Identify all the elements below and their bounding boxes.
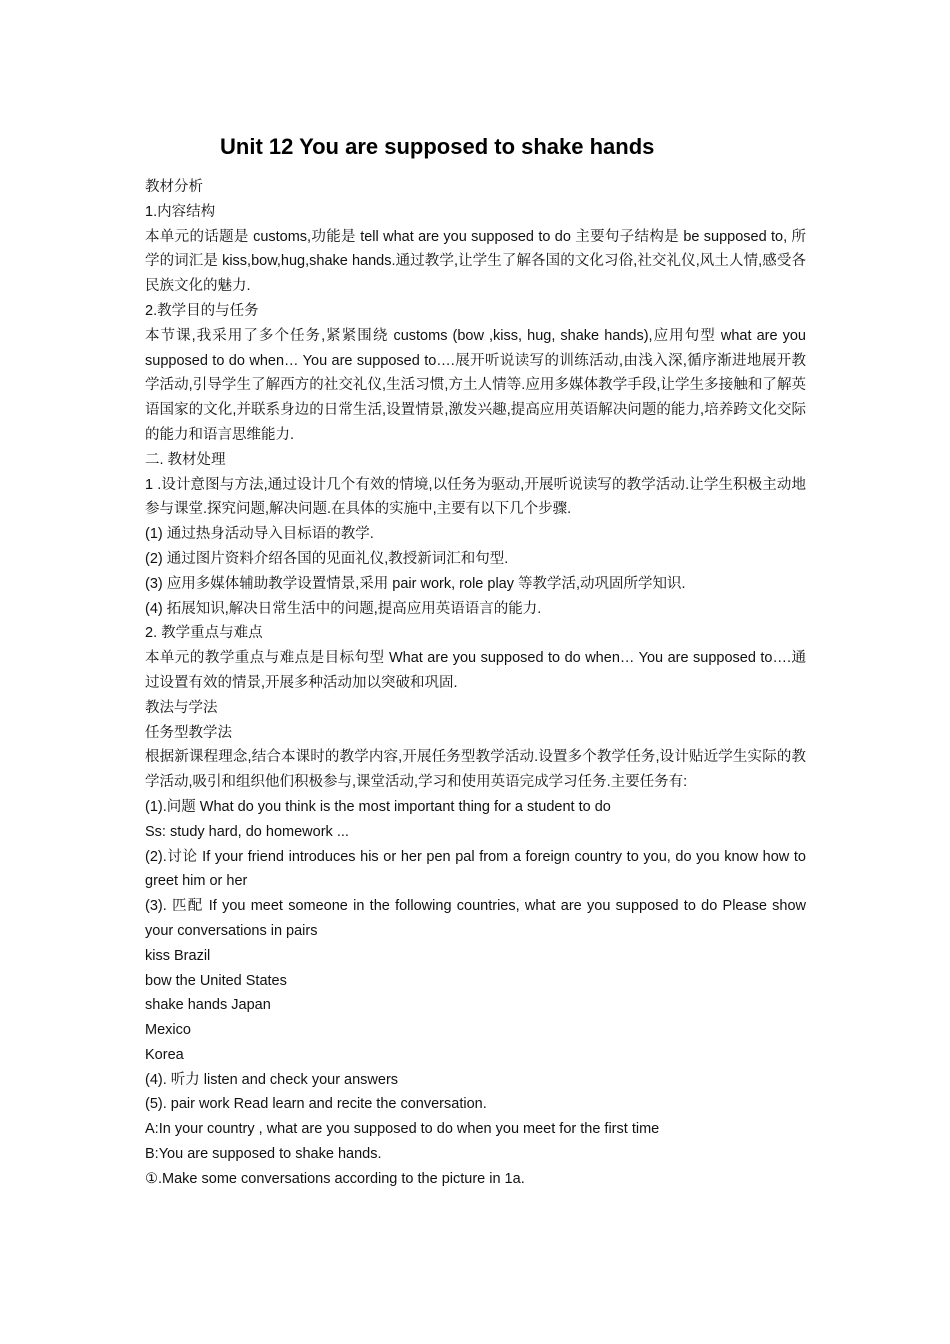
match-item-bow-us: bow the United States xyxy=(145,972,287,989)
dialogue-line-b: B:You are supposed to shake hands. xyxy=(145,1146,382,1163)
list-item-step-4: (4) 拓展知识,解决日常生活中的问题,提高应用英语语言的能力. xyxy=(145,600,542,617)
match-item-kiss-brazil: kiss Brazil xyxy=(145,947,211,964)
document-title: Unit 12 You are supposed to shake hands xyxy=(220,134,655,159)
list-item-step-3: (3) 应用多媒体辅助教学设置情景,采用 pair work, role play 等教学活,动巩固所学知识. xyxy=(145,575,686,592)
heading-textbook-analysis: 教材分析 xyxy=(145,179,203,195)
heading-methods: 教法与学法 xyxy=(145,699,218,716)
match-item-mexico: Mexico xyxy=(145,1022,191,1039)
paragraph-task-based: 根据新课程理念,结合本课时的教学内容,开展任务型教学活动.设置多个教学任务,设计贴近学生实际的教学活动,吸引和组织他们积极参与,课堂活动,学习和使用英语完成学习任务.主要任务有: xyxy=(145,749,806,791)
heading-content-structure: 1.内容结构 xyxy=(145,203,216,220)
task-item-5: (5). pair work Read learn and recite the conversation. xyxy=(145,1096,487,1113)
document-body xyxy=(145,175,806,1192)
list-item-step-1: (1) 通过热身活动导入目标语的教学. xyxy=(145,526,374,543)
heading-task-based-method: 任务型教学法 xyxy=(145,724,232,741)
heading-teaching-goals: 2.教学目的与任务 xyxy=(145,302,259,319)
paragraph-key-points: 本单元的教学重点与难点是目标句型 What are you supposed to do when… You are supposed to….通过设置有效的情景,开展多种活动加以突破和巩固. xyxy=(145,650,806,691)
paragraph-design-intent: 1 .设计意图与方法,通过设计几个有效的情境,以任务为驱动,开展听说读写的教学活动.让学生积极主动地参与课堂.探究问题,解决问题.在具体的实施中,主要有以下几个步骤. xyxy=(145,476,806,518)
task-item-2: (2).讨论 If your friend introduces his or her pen pal from a foreign country to you, do you know how to greet him or her xyxy=(145,848,806,890)
heading-material-processing: 二. 教材处理 xyxy=(145,451,226,468)
task-item-1: (1).问题 What do you think is the most important thing for a student to do xyxy=(145,798,611,815)
dialogue-line-a: A:In your country , what are you supposed to do when you meet for the first time xyxy=(145,1121,660,1138)
match-item-korea: Korea xyxy=(145,1046,184,1063)
task-answer-1: Ss: study hard, do homework ... xyxy=(145,823,349,840)
list-item-step-2: (2) 通过图片资料介绍各国的见面礼仪,教授新词汇和句型. xyxy=(145,550,509,567)
task-item-3: (3). 匹配 If you meet someone in the following countries, what are you supposed to do Please show your conversations in pairs xyxy=(145,898,806,939)
paragraph-unit-topic: 本单元的话题是 customs,功能是 tell what are you supposed to do 主要句子结构是 be supposed to, 所学的词汇是 kiss,bow,hug,shake hands.通过教学,让学生了解各国的文化习俗,社交礼仪,风土人情,感受各民族文化的魅力. xyxy=(145,228,806,295)
paragraph-lesson-tasks: 本节课,我采用了多个任务,紧紧围绕 customs (bow ,kiss, hug, shake hands),应用句型 what are you supposed to do when… You are supposed to….展开听说读写的训练活动,由浅入深,循序渐进地展开教学活动,引导学生了解西方的社交礼仪,生活习惯,方土人情等.应用多媒体教学手段,让学生多接触和了解英语国家的文化,并联系身边的日常生活,设置情景,激发兴趣,提高应用英语解决问题的能力,培养跨文化交际的能力和语言思维能力. xyxy=(145,327,806,443)
heading-key-points: 2. 教学重点与难点 xyxy=(145,625,263,642)
subtask-item-1: ①.Make some conversations according to the picture in 1a. xyxy=(145,1170,525,1187)
task-item-4: (4). 听力 listen and check your answers xyxy=(145,1071,399,1088)
match-item-shake-japan: shake hands Japan xyxy=(145,997,271,1014)
